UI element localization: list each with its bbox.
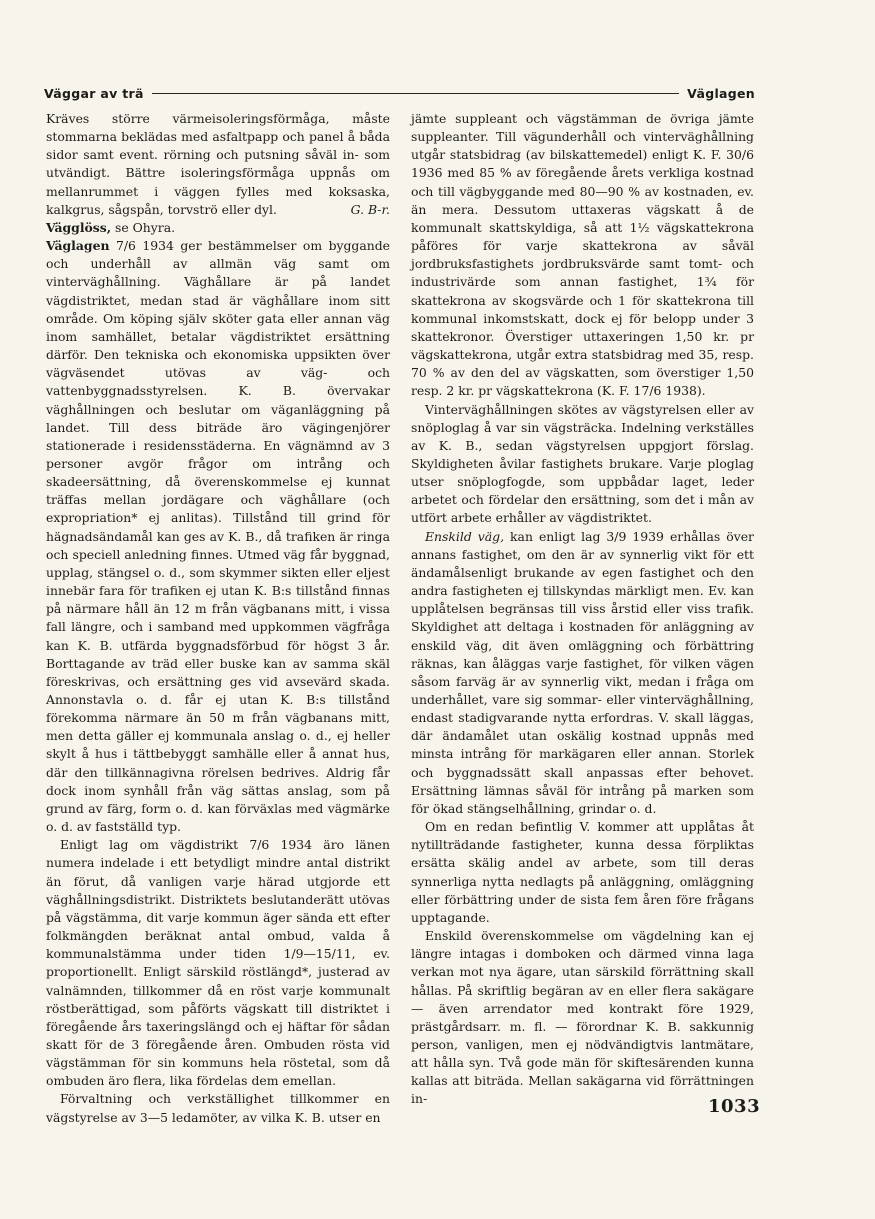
header-rule — [152, 93, 679, 94]
paragraph — [46, 110, 390, 219]
paragraph — [46, 1090, 390, 1126]
paragraph-text: jämte suppleant och vägstämman de övriga jämte suppleanter. Till vägunderhåll och vinterväghållning utgår statsbidrag (av bilskattemedel) enligt K. F. 30/6 1936 med 85 % av föregående årets verkliga kostnad och till vägbyggande med 80—90 % av kostnaden, ev. än mera. Dessutom uttaxeras vägskatt å de kommunalt skattskyldiga, så att 1½ vägskattekrona påföres för varje skattekrona av såväl jordbruksfastighets jordbruksvärde samt tomt- och industrivärde som annan fastighet, 1¾ för skattekrona av skogsvärde och 1 för skattekrona till kommunal inkomstskatt, dock ej för belopp under 3 skattekronor. Överstiger uttaxeringen 1,50 kr. pr vägskattekrona, utgår extra statsbidrag med 35, resp. 70 % av den del av vägskatten, som överstiger 1,50 resp. 2 kr. pr vägskattekrona (K. F. 17/6 1938). — [411, 111, 754, 399]
paragraph-text: Enskild överenskommelse om vägdelning kan ej längre intagas i domboken och därmed vinna laga verkan mot nya ägare, utan särskild förrättning skall hållas. På skriftlig begäran av en eller flera sakägare — även arrendator med kontrakt före 1929, prästgårdsarr. m. fl. — förordnar K. B. sakkunnig person, vanligen, men ej nödvändigtvis lantmätare, att hålla syn. Två gode män för skiftesärenden kunna kallas att biträda. Mellan sakägarna vid förrättningen in- — [411, 928, 754, 1107]
paragraph — [46, 237, 390, 836]
paragraph-text: se Ohyra. — [111, 219, 176, 235]
paragraph-text: Vinterväghållningen skötes av vägstyrelsen eller av snöploglag å var sin vägsträcka. Indelning verkställes av K. B., sedan vägstyrelsen uppgjort förslag. Skyldigheten åvilar fastighets brukare. Varje ploglag utser snöplogfogde, som uppbådar laget, leder arbetet och fördelar den ersättning, som det i mån av utfört arbete erhåller av vägdistriktet. — [411, 401, 754, 526]
paragraph — [46, 219, 390, 237]
header-right-title: Väglagen — [687, 85, 755, 101]
paragraph — [411, 110, 754, 401]
paragraph-text: kan enligt lag 3/9 1939 erhållas över annans fastighet, om den är av synnerlig vikt för ett ändamålsenligt brukande av egen fastighet och den andra fastigheten ej tillskyndas märkligt men. Ev. kan upplåtelsen begränsas till viss årstid eller viss trafik. Skyldighet att deltaga i kostnaden för anläggning av enskild väg, dit även omläggning och förbättring räknas, kan åläggas varje fastighet, för vilken vägen såsom farväg är av synnerlig vikt, medan i fråga om underhållet, vare sig sommar- eller vinterväghållning, endast stadigvarande nytta erfordras. V. skall läggas, där ändamålet utan oskälig kostnad uppnås med minsta intrång för markägaren eller annan. Storlek och byggnadssätt skall anpassas efter behovet. Ersättning lämnas såväl för intrång på marken som för ökad stängselhållning, grindar o. d. — [411, 528, 754, 816]
page-number: 1033 — [708, 1096, 761, 1117]
left-column — [46, 110, 390, 1127]
entry-heading: Enskild väg, — [425, 528, 505, 544]
paragraph — [46, 836, 390, 1090]
paragraph-text: Kräves större värmeisoleringsförmåga, måste stommarna beklädas med asfaltpapp och panel å båda sidor samt event. rörning och putsning såväl in- som utvändigt. Bättre isoleringsförmåga uppnås om mellanrummet i väggen fylles med koksaska, kalkgrus, sågspån, torvströ eller dyl. — [46, 111, 390, 217]
paragraph-text: 7/6 1934 ger bestämmelser om byggande och underhåll av allmän väg samt om vinterväghållning. Väghållare är på landet vägdistriktet, medan stad är väghållare inom sitt område. Om köping själv sköter gata eller annan väg inom samhället, betalar vägdistriktet ersättning därför. Den tekniska och ekonomiska uppsikten över vägväsendet utövas av väg- och vattenbyggnadsstyrelsen. K. B. övervakar väghållningen och beslutar om väganläggning på landet. Till dess biträde äro vägingenjörer stationerade i residensstäderna. En vägnämnd av 3 personer avgör frågor om intrång och skadeersättning, då överenskommelse ej kunnat träffas mellan jordägare och väghållare (och expropriation* ej anlitas). Tillstånd till grind för hägnadsändamål kan ges av K. B., då trafiken är ringa och speciell anledning finnes. Utmed väg får byggnad, upplag, stängsel o. d., som skymmer sikten eller eljest innebär fara för trafiken ej utan K. B:s tillstånd finnas på närmare håll än 12 m från vägbanans mitt, i vissa fall längre, och i samband med uppkommen vägfråga kan K. B. utfärda byggnadsförbud för högst 3 år. Borttagande av träd eller buske kan av samma skäl föreskrivas, och ersättning ges vid avsevärd skada. Annonstavla o. d. får ej utan K. B:s tillstånd förekomma närmare än 50 m från vägbanans mitt, men detta gäller ej kommunala anslag o. d., ej heller skylt å hus i tättbebyggt samhälle eller å annat hus, där den tillkännagivna rörelsen bedrives. Aldrig får dock inom synhåll från väg sättas anslag, som på grund av färg, form o. d. kan förväxlas med vägmärke o. d. av fastställd typ. — [46, 238, 390, 835]
paragraph-text: Enligt lag om vägdistrikt 7/6 1934 äro länen numera indelade i ett betydligt mindre antal distrikt än förut, då vanligen varje härad utgjorde ett väghållningsdistrikt. Distriktets beslutanderätt utövas på vägstämma, dit varje kommun äger sända ett efter folkmängden beräknat antal ombud, valda å kommunalstämma under tiden 1/9—15/11, ev. proportionellt. Enligt särskild röstlängd*, justerad av valnämnden, tillkommer då en röst varje kommunalt röstberättigad, som påförts vägskatt till distriktet i föregående års taxeringslängd och ej häftar för sådan skatt för de 3 föregående åren. Ombuden rösta vid vägstämman för sin kommuns hela röstetal, som då ombuden äro flera, lika fördelas dem emellan. — [46, 837, 390, 1089]
entry-heading: Vägglöss, — [46, 219, 112, 235]
paragraph-text: Om en redan befintlig V. kommer att upplåtas åt nytillträdande fastigheter, kunna dessa förpliktas ersätta skälig andel av arbete, som till deras synnerliga nytta nedlagts på anläggning, omläggning eller förbättring under de sista fem åren före frågans upptagande. — [411, 819, 754, 925]
header-left-title: Väggar av trä — [44, 85, 144, 101]
paragraph — [411, 818, 754, 927]
paragraph — [411, 927, 754, 1109]
right-column — [411, 110, 754, 1109]
entry-heading: Väglagen — [46, 238, 110, 254]
paragraph — [411, 528, 754, 819]
paragraph — [411, 401, 754, 528]
author-signature: G. B-r. — [350, 201, 390, 217]
paragraph-text: Förvaltning och verkställighet tillkommer en vägstyrelse av 3—5 ledamöter, av vilka K. B. utser en — [46, 1091, 390, 1125]
running-header — [44, 84, 755, 102]
